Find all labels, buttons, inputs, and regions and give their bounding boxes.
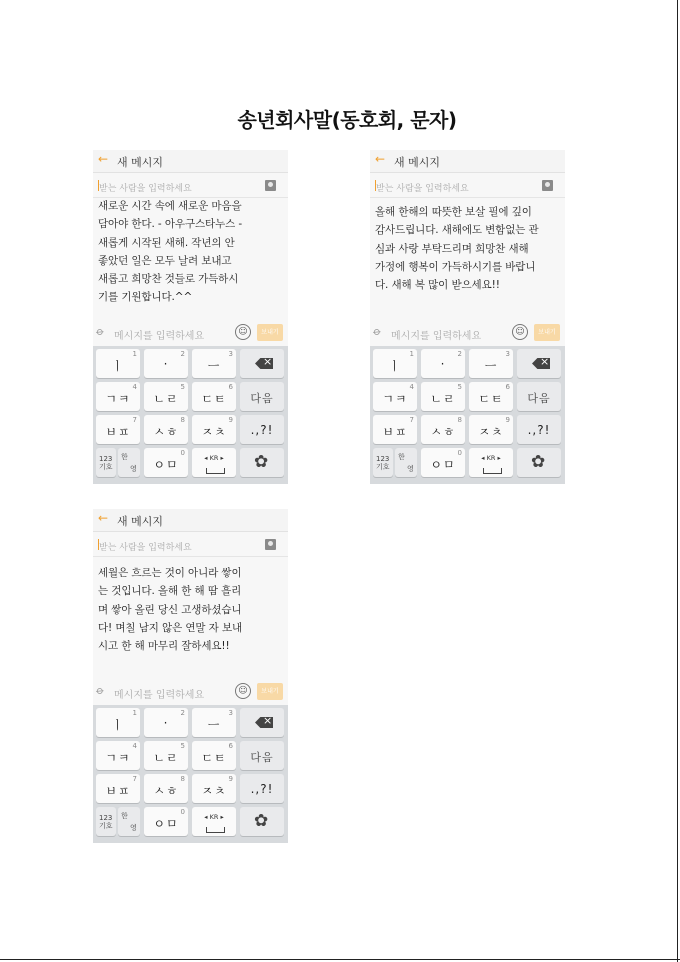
key-eu[interactable]	[192, 349, 236, 378]
emoji-icon[interactable]: ☺	[235, 683, 251, 699]
message-screenshot-2	[370, 150, 565, 484]
send-button[interactable]: 보내기	[534, 324, 560, 341]
key-number: 9	[228, 416, 233, 424]
backspace-icon	[255, 717, 273, 728]
key-jc[interactable]	[192, 774, 236, 803]
key-label: ㅣ	[111, 359, 125, 373]
key-number: 4	[132, 742, 137, 750]
key-label: ㄱㅋ	[382, 392, 408, 406]
key-number: 7	[409, 416, 414, 424]
key-number: 1	[132, 709, 137, 717]
page-title: 송년회사말(동호회, 문자)	[237, 108, 457, 132]
message-body	[98, 197, 286, 307]
message-line: 며 쌓아 올린 당신 고생하셨습니	[98, 603, 242, 616]
compose-input[interactable]: 메시지를 입력하세요	[391, 331, 482, 342]
backspace-key[interactable]	[517, 349, 561, 378]
key-label: ㅡ	[207, 359, 221, 373]
punctuation-key[interactable]	[517, 415, 561, 444]
key-label: ㅡ	[484, 359, 498, 373]
emoji-icon[interactable]: ☺	[512, 324, 528, 340]
language-key[interactable]	[395, 448, 417, 477]
key-label: 123	[99, 455, 113, 463]
compose-input[interactable]: 메시지를 입력하세요	[114, 331, 205, 342]
key-number: 0	[180, 449, 185, 457]
message-line: 좋았던 일은 모두 날려 보내고	[98, 254, 232, 267]
key-number: 3	[228, 709, 233, 717]
keyboard	[370, 346, 565, 484]
key-dot[interactable]	[144, 349, 188, 378]
key-number: 2	[180, 709, 185, 717]
key-number: 9	[505, 416, 510, 424]
settings-key[interactable]	[240, 448, 284, 477]
key-label: ㅇㅁ	[153, 458, 179, 472]
key-number: 7	[132, 775, 137, 783]
key-gk[interactable]	[96, 741, 140, 770]
key-label: ㄷㅌ	[478, 392, 504, 406]
attach-icon[interactable]: ⌀	[93, 683, 108, 698]
send-button[interactable]: 보내기	[257, 683, 283, 700]
settings-key[interactable]	[240, 807, 284, 836]
compose-bar	[370, 322, 565, 344]
compose-bar	[93, 681, 288, 703]
gear-icon: ✿	[254, 811, 269, 831]
key-label: ㅣ	[388, 359, 402, 373]
key-label: 한	[121, 453, 128, 461]
key-bp[interactable]	[96, 774, 140, 803]
key-number: 9	[228, 775, 233, 783]
backspace-icon	[532, 358, 550, 369]
key-label: 기호	[99, 463, 113, 471]
key-number: 8	[180, 775, 185, 783]
key-dt[interactable]	[192, 382, 236, 411]
key-label: 123	[376, 455, 390, 463]
app-header	[93, 150, 288, 173]
page-border	[0, 959, 680, 960]
recipient-field[interactable]	[93, 534, 288, 557]
key-label: 다음	[250, 751, 274, 764]
header-title: 새 메시지	[394, 156, 441, 169]
language-key[interactable]	[118, 448, 140, 477]
key-number: 1	[409, 350, 414, 358]
key-label: ㅈㅊ	[201, 425, 227, 439]
space-icon	[206, 468, 225, 474]
message-line: 올해 한해의 따뜻한 보살 필에 깊이	[375, 206, 532, 218]
key-label: ·	[163, 716, 169, 730]
send-button[interactable]: 보내기	[257, 324, 283, 341]
key-nr[interactable]	[421, 382, 465, 411]
key-number: 5	[180, 383, 185, 391]
key-label: ㄴㄹ	[430, 392, 456, 406]
key-label: ◂ KR ▸	[204, 813, 224, 821]
message-line: 심과 사랑 부탁드리며 희망찬 새해	[375, 242, 529, 255]
key-number: 2	[180, 350, 185, 358]
key-label: ㅂㅍ	[382, 425, 408, 439]
key-number: 6	[505, 383, 510, 391]
keyboard	[93, 705, 288, 843]
message-line: 새롭게 시작된 새해. 작년의 안	[98, 236, 235, 249]
key-label: 기호	[99, 822, 113, 830]
key-nr[interactable]	[144, 741, 188, 770]
key-eu[interactable]	[192, 708, 236, 737]
key-jc[interactable]	[469, 415, 513, 444]
key-label: ㅅㅎ	[153, 425, 179, 439]
key-number: 8	[180, 416, 185, 424]
key-number: 8	[457, 416, 462, 424]
key-label: ·	[163, 357, 169, 371]
recipient-field[interactable]	[370, 175, 565, 198]
key-om[interactable]	[144, 448, 188, 477]
key-label: ㄷㅌ	[201, 392, 227, 406]
key-label: 123	[99, 814, 113, 822]
recipient-placeholder: 받는 사람을 입력하세요	[376, 184, 469, 194]
key-gk[interactable]	[373, 382, 417, 411]
space-key[interactable]	[192, 807, 236, 836]
message-line: 세월은 흐르는 것이 아니라 쌓이	[98, 567, 242, 579]
key-label: 영	[407, 465, 414, 473]
language-key[interactable]	[118, 807, 140, 836]
key-label: 다음	[527, 392, 551, 405]
key-dot[interactable]	[421, 349, 465, 378]
header-title: 새 메시지	[117, 515, 164, 528]
key-label: ·	[440, 357, 446, 371]
key-label: ◂ KR ▸	[204, 454, 224, 462]
message-line: 새로운 시간 속에 새로운 마음을	[98, 200, 242, 212]
key-number: 5	[180, 742, 185, 750]
key-om[interactable]	[421, 448, 465, 477]
key-label: 한	[121, 812, 128, 820]
gear-icon: ✿	[254, 452, 269, 472]
key-label: 다음	[250, 392, 274, 405]
key-label: ㅈㅊ	[201, 784, 227, 798]
key-i[interactable]	[373, 349, 417, 378]
key-eu[interactable]	[469, 349, 513, 378]
key-number: 1	[132, 350, 137, 358]
key-label: ㅣ	[111, 718, 125, 732]
key-label: ㄱㅋ	[105, 751, 131, 765]
key-gk[interactable]	[96, 382, 140, 411]
key-bp[interactable]	[96, 415, 140, 444]
key-number: 3	[505, 350, 510, 358]
back-arrow-icon[interactable]: ←	[98, 152, 109, 166]
key-label: 기호	[376, 463, 390, 471]
space-icon	[206, 827, 225, 833]
message-line: 가정에 행복이 가득하시기를 바랍니	[375, 260, 536, 273]
message-line: 감사드립니다. 새해에도 변함없는 관	[375, 224, 539, 237]
message-screenshot-3	[93, 509, 288, 843]
backspace-key[interactable]	[240, 349, 284, 378]
key-label: ㅅㅎ	[430, 425, 456, 439]
key-number: 4	[132, 383, 137, 391]
key-dt[interactable]	[469, 382, 513, 411]
key-label: ㅈㅊ	[478, 425, 504, 439]
backspace-icon	[255, 358, 273, 369]
backspace-key[interactable]	[240, 708, 284, 737]
key-number: 3	[228, 350, 233, 358]
attach-icon[interactable]: ⌀	[370, 324, 385, 339]
key-label: ㄴㄹ	[153, 751, 179, 765]
key-label: 영	[130, 465, 137, 473]
app-header	[370, 150, 565, 173]
symbols-key[interactable]	[96, 448, 116, 477]
key-i[interactable]	[96, 349, 140, 378]
key-number: 7	[132, 416, 137, 424]
message-line: 다. 새해 복 많이 받으세요!!	[375, 279, 500, 292]
message-line: 는 것입니다. 올해 한 해 땀 흘리	[98, 585, 242, 598]
recipient-field[interactable]	[93, 175, 288, 198]
contact-icon[interactable]	[265, 180, 276, 191]
header-title: 새 메시지	[117, 156, 164, 169]
key-sh[interactable]	[421, 415, 465, 444]
key-number: 2	[457, 350, 462, 358]
message-body	[375, 203, 563, 294]
compose-bar	[93, 322, 288, 344]
contact-icon[interactable]	[265, 539, 276, 550]
back-arrow-icon[interactable]: ←	[98, 511, 109, 525]
key-number: 6	[228, 383, 233, 391]
app-header	[93, 509, 288, 532]
key-number: 0	[180, 808, 185, 816]
space-key[interactable]	[469, 448, 513, 477]
message-line: 다! 며칠 남지 않은 연말 자 보내	[98, 621, 243, 634]
key-dt[interactable]	[192, 741, 236, 770]
key-label: 영	[130, 824, 137, 832]
key-label: ㅇㅁ	[153, 817, 179, 831]
key-label: ㅂㅍ	[105, 425, 131, 439]
key-sh[interactable]	[144, 774, 188, 803]
key-label: ㄱㅋ	[105, 392, 131, 406]
page-border	[677, 0, 678, 962]
key-om[interactable]	[144, 807, 188, 836]
key-number: 4	[409, 383, 414, 391]
back-arrow-icon[interactable]: ←	[375, 152, 386, 166]
message-line: 담아야 한다. - 아우구스타누스 -	[98, 218, 243, 231]
key-nr[interactable]	[144, 382, 188, 411]
key-label: 한	[398, 453, 405, 461]
punctuation-key[interactable]	[240, 774, 284, 803]
gear-icon: ✿	[531, 452, 546, 472]
key-label: .,?!	[250, 782, 274, 796]
key-sh[interactable]	[144, 415, 188, 444]
key-label: ㅂㅍ	[105, 784, 131, 798]
message-line: 시고 한 해 마무리 잘하세요!!	[98, 640, 230, 653]
key-label: .,?!	[527, 423, 551, 437]
key-label: ㅅㅎ	[153, 784, 179, 798]
symbols-key[interactable]	[373, 448, 393, 477]
key-label: ㅡ	[207, 718, 221, 732]
key-bp[interactable]	[373, 415, 417, 444]
emoji-icon[interactable]: ☺	[235, 324, 251, 340]
message-screenshot-1	[93, 150, 288, 484]
key-label: ㅇㅁ	[430, 458, 456, 472]
key-label: ◂ KR ▸	[481, 454, 501, 462]
next-key[interactable]	[517, 382, 561, 411]
key-i[interactable]	[96, 708, 140, 737]
message-body	[98, 564, 286, 655]
symbols-key[interactable]	[96, 807, 116, 836]
key-number: 0	[457, 449, 462, 457]
next-key[interactable]	[240, 382, 284, 411]
keyboard	[93, 346, 288, 484]
key-label: ㄷㅌ	[201, 751, 227, 765]
key-jc[interactable]	[192, 415, 236, 444]
key-number: 6	[228, 742, 233, 750]
space-icon	[483, 468, 502, 474]
punctuation-key[interactable]	[240, 415, 284, 444]
compose-input[interactable]: 메시지를 입력하세요	[114, 690, 205, 701]
recipient-placeholder: 받는 사람을 입력하세요	[99, 184, 192, 194]
key-number: 5	[457, 383, 462, 391]
attach-icon[interactable]: ⌀	[93, 324, 108, 339]
next-key[interactable]	[240, 741, 284, 770]
contact-icon[interactable]	[542, 180, 553, 191]
key-dot[interactable]	[144, 708, 188, 737]
message-line: 새롭고 희망찬 것들로 가득하시	[98, 273, 239, 286]
key-label: .,?!	[250, 423, 274, 437]
recipient-placeholder: 받는 사람을 입력하세요	[99, 543, 192, 553]
key-label: ㄴㄹ	[153, 392, 179, 406]
message-line: 기를 기원합니다.^^	[98, 291, 193, 304]
settings-key[interactable]	[517, 448, 561, 477]
space-key[interactable]	[192, 448, 236, 477]
